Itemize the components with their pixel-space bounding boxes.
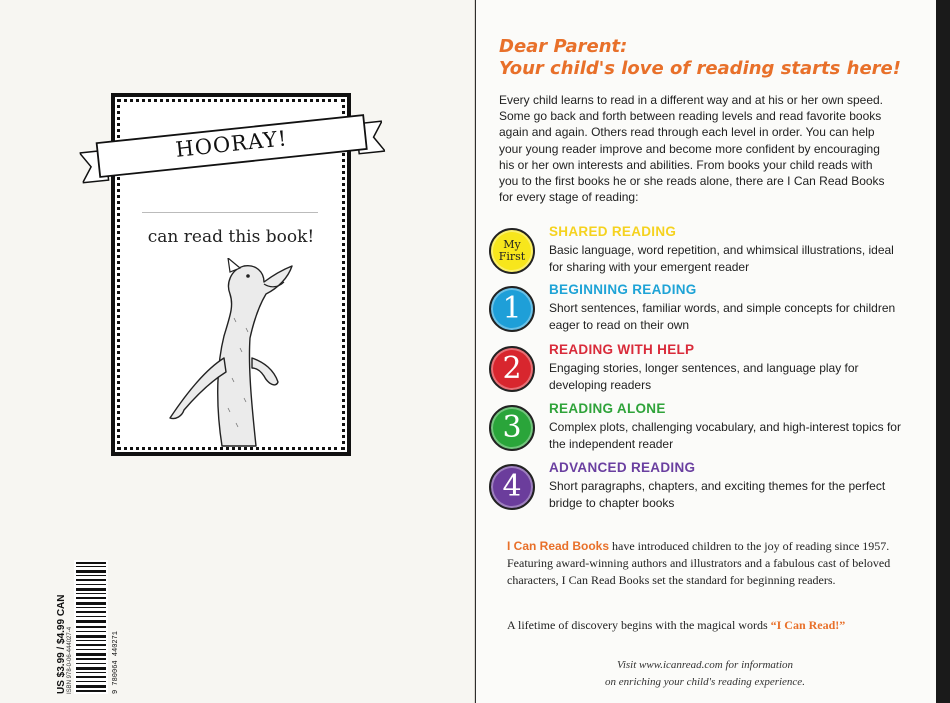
barcode-number: 9 780064 440271 — [112, 630, 120, 694]
visit-line-2: on enriching your child's reading experience. — [605, 676, 805, 688]
level-1-badge-icon: 1 — [489, 286, 535, 332]
intro-paragraph: Every child learns to read in a different way and at his or her own speed. Some go back and forth between reading levels and read favorite books again and again. Others read through each level in order. You can help your young reader improve and become more confident by encouraging his or her own interests and abilities. From books your child reads with you to the first books he or she reads alone, there are I Can Read Books for every stage of reading: — [499, 93, 885, 205]
level-4-badge-icon: 4 — [489, 464, 535, 510]
level-description: Basic language, word repetition, and whimsical illustrations, ideal for sharing with your emergent reader — [549, 243, 894, 274]
heading-tagline: Your child's love of reading starts here! — [499, 58, 901, 79]
isbn-label: ISBN 978-0-06-444027-4 — [67, 626, 73, 694]
brand-name: I Can Read Books — [507, 539, 610, 553]
banner-title: HOORAY! — [174, 126, 289, 162]
level-title: READING WITH HELP — [549, 342, 695, 357]
visit-line-1: Visit www.icanread.com for information — [616, 659, 794, 671]
barcode-icon — [74, 560, 108, 694]
duck-illustration — [160, 258, 300, 448]
lifetime-line — [507, 618, 917, 633]
level-title: ADVANCED READING — [549, 460, 696, 475]
level-title: READING ALONE — [549, 401, 666, 416]
level-reading-with-help — [489, 342, 909, 398]
name-line — [142, 212, 318, 213]
i-can-read-quote: “I Can Read!” — [770, 618, 846, 632]
about-text: have introduced children to the joy of reading since 1957. Featuring award-winning authors and illustrators and a fabulous cast of beloved characters, I Can Read Books set the standard for beginning readers. — [507, 539, 891, 587]
level-3-badge-icon: 3 — [489, 405, 535, 451]
level-title: SHARED READING — [549, 224, 677, 239]
level-description: Short sentences, familiar words, and simple concepts for children eager to read on their own — [549, 301, 896, 332]
barcode-block — [52, 560, 120, 698]
level-reading-alone — [489, 401, 909, 457]
level-shared-reading — [489, 224, 909, 280]
level-beginning-reading — [489, 282, 909, 338]
level-2-badge-icon: 2 — [489, 346, 535, 392]
about-paragraph — [507, 538, 902, 589]
level-description: Engaging stories, longer sentences, and language play for developing readers — [549, 361, 859, 392]
level-description: Short paragraphs, chapters, and exciting themes for the perfect bridge to chapter books — [549, 479, 886, 510]
my-first-badge-icon: My First — [489, 228, 535, 274]
level-description: Complex plots, challenging vocabulary, and high-interest topics for the independent reader — [549, 420, 901, 451]
can-read-caption: can read this book! — [147, 227, 315, 247]
price-label: US $3.99 / $4.99 CAN — [56, 594, 67, 694]
lifetime-text: A lifetime of discovery begins with the magical words — [507, 618, 771, 632]
level-title: BEGINNING READING — [549, 282, 697, 297]
page-edge — [936, 0, 950, 703]
heading-dear-parent: Dear Parent: — [499, 36, 628, 57]
visit-note — [560, 657, 850, 691]
level-advanced-reading — [489, 460, 909, 516]
